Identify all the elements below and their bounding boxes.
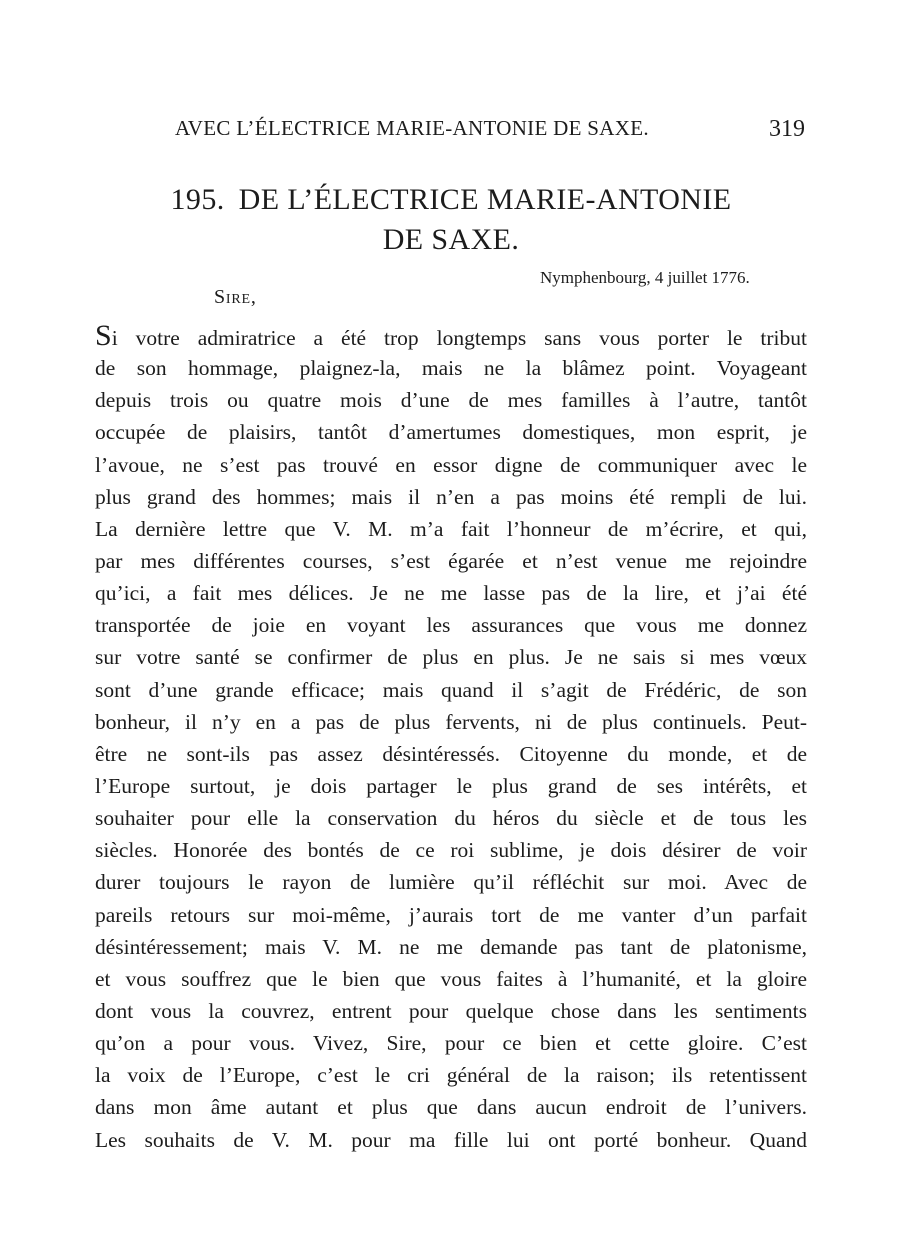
body-line: être ne sont-ils pas assez désintéressés. Citoyenne du monde, et de: [95, 741, 807, 766]
body-line: qu’on a pour vous. Vivez, Sire, pour ce bien et cette gloire. C’est: [95, 1031, 807, 1056]
page-number: 319: [769, 116, 805, 142]
letter-heading: [95, 180, 807, 260]
body-line: dans mon âme autant et plus que dans aucun endroit de l’univers.: [95, 1095, 807, 1120]
body-line: bonheur, il n’y en a pas de plus fervents, ni de plus continuels. Peut-: [95, 709, 807, 734]
body-line: La dernière lettre que V. M. m’a fait l’honneur de m’écrire, et qui,: [95, 516, 807, 541]
running-head: [95, 116, 807, 146]
letter-heading-text-1: DE L’ÉLECTRICE MARIE-ANTONIE: [238, 183, 732, 216]
letter-heading-line-1: [95, 180, 807, 220]
body-line: et vous souffrez que le bien que vous faites à l’humanité, et la gloire: [95, 966, 807, 991]
body-line: souhaiter pour elle la conservation du héros du siècle et de tous les: [95, 806, 807, 831]
body-line: durer toujours le rayon de lumière qu’il réfléchit sur moi. Avec de: [95, 870, 807, 895]
body-line: par mes différentes courses, s’est égarée et n’est venue me rejoindre: [95, 548, 807, 573]
body-line: la voix de l’Europe, c’est le cri général de la raison; ils retentissent: [95, 1063, 807, 1088]
body-line: l’avoue, ne s’est pas trouvé en essor digne de communiquer avec le: [95, 452, 807, 477]
body-line: transportée de joie en voyant les assurances que vous me donnez: [95, 613, 807, 638]
body-line: depuis trois ou quatre mois d’une de mes familles à l’autre, tantôt: [95, 388, 807, 413]
body-line: sur votre santé se confirmer de plus en plus. Je ne sais si mes vœux: [95, 645, 807, 670]
body-line: pareils retours sur moi-même, j’aurais tort de me vanter d’un parfait: [95, 902, 807, 927]
body-line: Les souhaits de V. M. pour ma fille lui ont porté bonheur. Quand: [95, 1127, 807, 1152]
body-line: qu’ici, a fait mes délices. Je ne me lasse pas de la lire, et j’ai été: [95, 581, 807, 606]
body-line: sont d’une grande efficace; mais quand il s’agit de Frédéric, de son: [95, 677, 807, 702]
letter-body: [95, 320, 807, 1156]
initial-letter: S: [95, 319, 112, 352]
letter-number: 195.: [170, 183, 225, 216]
body-line: dont vous la couvrez, entrent pour quelque chose dans les sentiments: [95, 998, 807, 1023]
body-line: occupée de plaisirs, tantôt d’amertumes domestiques, mon esprit, je: [95, 420, 807, 445]
body-line: de son hommage, plaignez-la, mais ne la blâmez point. Voyageant: [95, 356, 807, 381]
place-date: Nymphenbourg, 4 juillet 1776.: [540, 268, 750, 287]
body-line: plus grand des hommes; mais il n’en a pas moins été rempli de lui.: [95, 484, 807, 509]
body-line: [95, 320, 807, 352]
body-line: siècles. Honorée des bontés de ce roi sublime, je dois désirer de voir: [95, 838, 807, 863]
body-line: l’Europe surtout, je dois partager le plus grand de ses intérêts, et: [95, 773, 807, 798]
running-head-title: AVEC L’ÉLECTRICE MARIE-ANTONIE DE SAXE.: [175, 116, 649, 140]
body-line: désintéressement; mais V. M. ne me demande pas tant de platonisme,: [95, 934, 807, 959]
salutation: Sire,: [214, 286, 257, 308]
body-line-text: i votre admiratrice a été trop longtemps sans vous porter le tribut: [111, 326, 807, 350]
letter-heading-line-2: DE SAXE.: [382, 223, 520, 256]
